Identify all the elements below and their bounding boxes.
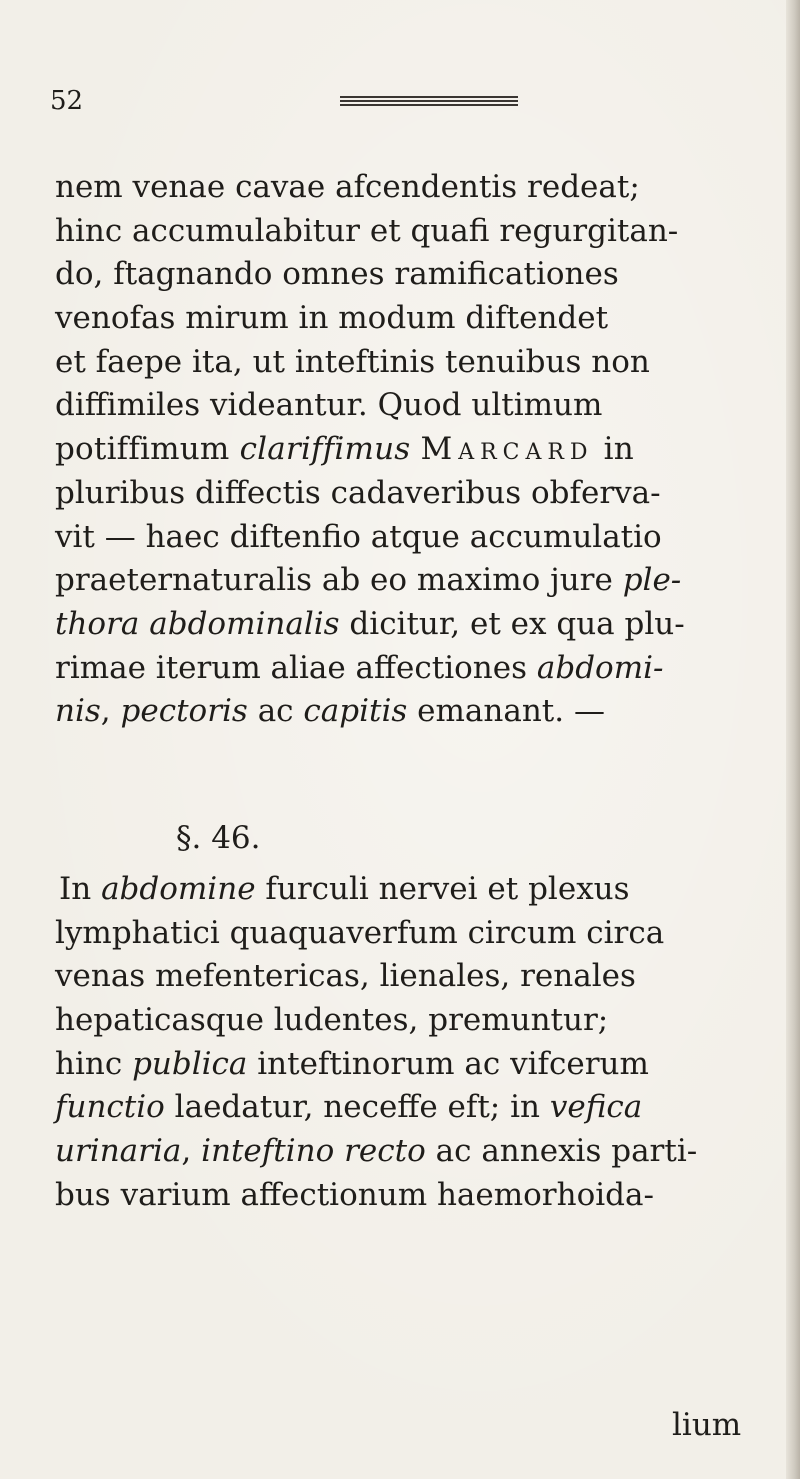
text-line: vit — haec diftenfio atque accumulatio — [55, 518, 662, 555]
text-line: functio laedatur, neceffe eft; in vefica — [55, 1089, 643, 1126]
text-line: bus varium affectionum haemorhoida- — [55, 1176, 654, 1213]
text-line: lymphatici quaquaverfum circum circa — [55, 914, 665, 951]
text-line: pluribus diffectis cadaveribus obferva- — [55, 474, 661, 511]
page-number: 52 — [50, 86, 84, 116]
italic-text: vefica — [549, 1089, 643, 1126]
italic-text: capitis — [303, 693, 408, 730]
italic-text: abdomine — [101, 871, 256, 907]
section-heading: §. 46. — [176, 820, 261, 856]
text-line: venas mefentericas, lienales, renales — [55, 958, 636, 995]
text-line: nis, pectoris ac capitis emanant. — — [55, 693, 605, 730]
text-line: venofas mirum in modum diftendet — [55, 300, 609, 337]
italic-text: urinaria — [55, 1133, 182, 1170]
text-line: hinc accumulabitur et quafi regurgitan- — [55, 212, 679, 249]
header-ornament — [340, 96, 518, 110]
paragraph-2 — [55, 868, 773, 1218]
text-line: hepaticasque ludentes, premuntur; — [55, 1002, 609, 1039]
text-line: thora abdominalis dicitur, et ex qua plu- — [55, 605, 685, 642]
text-line: hinc publica inteftinorum ac vifcerum — [55, 1045, 649, 1082]
text-line: urinaria, inteftino recto ac annexis parti- — [55, 1133, 698, 1170]
italic-text: ple- — [622, 562, 682, 599]
page-edge — [786, 0, 800, 1479]
italic-text: pectoris — [120, 693, 248, 730]
text-line: In abdomine furculi nervei et plexus — [59, 871, 630, 907]
paragraph-1 — [55, 166, 773, 734]
italic-text: functio — [55, 1089, 165, 1126]
hyphenated-continuation: lium — [672, 1407, 742, 1443]
text-line: rimae iterum aliae affectiones abdomi- — [55, 649, 664, 686]
text-line: diffimiles videantur. Quod ultimum — [55, 387, 603, 424]
text-line: potiffimum clariffimus Marcard in — [55, 431, 634, 468]
italic-text: publica — [132, 1045, 248, 1082]
text-line: praeternaturalis ab eo maximo jure ple- — [55, 562, 682, 599]
text-line: do, ftagnando omnes ramificationes — [55, 256, 619, 293]
italic-text: inteftino recto — [201, 1133, 426, 1170]
italic-text: thora abdominalis — [55, 605, 340, 642]
italic-text: nis — [55, 693, 101, 730]
text-line: nem venae cavae afcendentis redeat; — [55, 169, 640, 205]
author-name: Marcard — [420, 431, 594, 468]
italic-text: clariffimus — [239, 431, 411, 468]
text-line: et faepe ita, ut inteftinis tenuibus non — [55, 343, 650, 380]
italic-text: abdomi- — [536, 649, 664, 686]
